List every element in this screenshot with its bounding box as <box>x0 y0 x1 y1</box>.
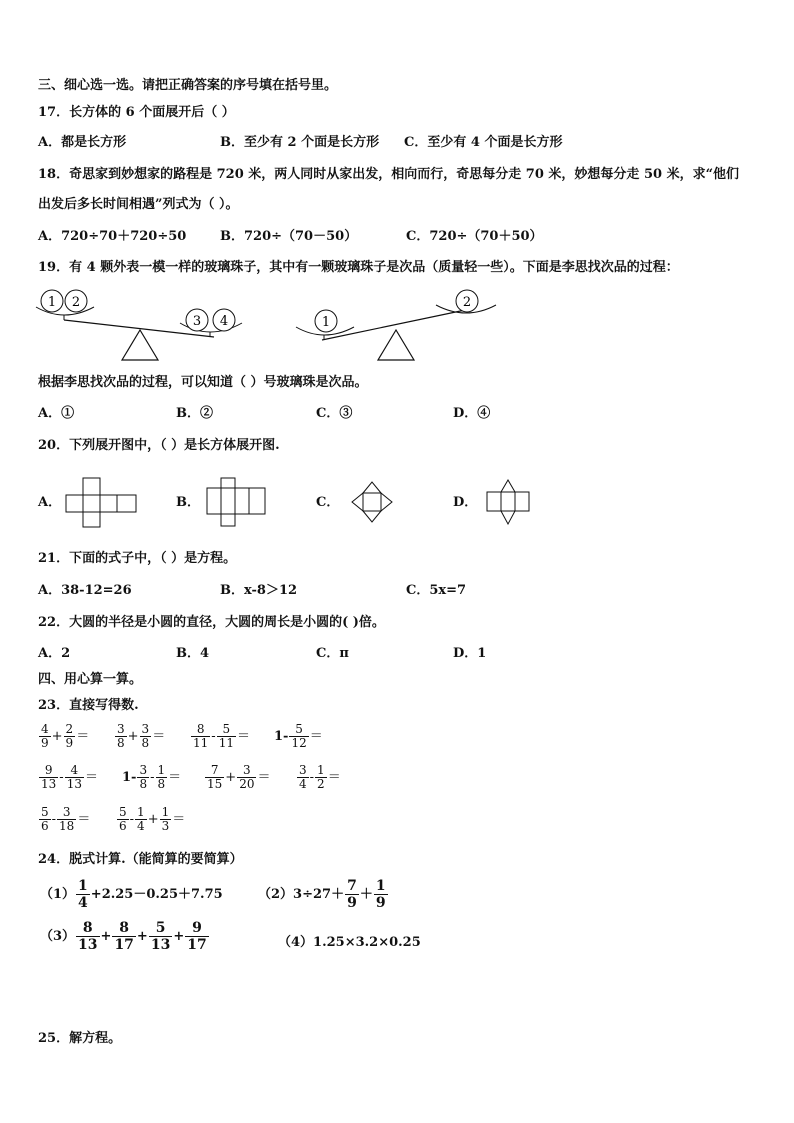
expression-prefix: 3÷27＋ <box>293 887 345 902</box>
operator: + <box>136 929 148 944</box>
operator: - <box>59 770 64 785</box>
section-3-title: 三、细心选一选。请把正确答案的序号填在括号里。 <box>38 78 338 93</box>
question-25-stem: 25．解方程。 <box>38 1031 122 1046</box>
numerator: 3 <box>117 722 125 736</box>
section-4-title: 四、用心算一算。 <box>38 672 143 687</box>
q23-expr-3 <box>190 723 250 750</box>
q24-problem-1 <box>40 878 223 911</box>
denominator: 20 <box>239 777 255 791</box>
q23-expr-7 <box>204 764 270 791</box>
operator: - <box>150 770 155 785</box>
equals: ＝ <box>327 770 341 785</box>
q19-option-d[interactable]: D．④ <box>453 406 491 421</box>
whole-part: 1- <box>122 770 137 785</box>
q23-expr-2 <box>114 723 165 750</box>
whole-part: 1- <box>274 729 289 744</box>
denominator: 9 <box>65 736 74 750</box>
balance-scale-diagram-2 <box>290 285 510 365</box>
operator: + <box>51 729 63 744</box>
denominator: 2 <box>317 777 325 791</box>
net-diagram-d <box>487 478 533 528</box>
q23-expr-5 <box>38 764 98 791</box>
q17-option-c[interactable]: C．至少有 4 个面是长方形 <box>404 135 563 150</box>
net-diagram-a <box>66 478 138 528</box>
q19-option-c[interactable]: C．③ <box>316 406 353 421</box>
q17-option-b[interactable]: B．至少有 2 个面是长方形 <box>220 135 380 150</box>
operator: - <box>211 729 216 744</box>
q22-option-d[interactable]: D．1 <box>453 646 487 661</box>
q22-option-c[interactable]: C．π <box>316 646 349 661</box>
ball-2-label: 2 <box>462 295 472 310</box>
q21-option-c[interactable]: C．5x=7 <box>406 583 467 598</box>
denominator: 9 <box>347 895 357 911</box>
denominator: 9 <box>41 736 49 750</box>
equals: ＝ <box>309 729 323 744</box>
operator: - <box>129 812 135 827</box>
denominator: 17 <box>187 937 207 953</box>
operator: ＋ <box>359 887 373 902</box>
denominator: 6 <box>41 819 49 833</box>
q23-expr-9 <box>38 806 90 833</box>
q22-option-a[interactable]: A．2 <box>38 646 71 661</box>
numerator: 5 <box>149 920 172 937</box>
denominator: 13 <box>150 937 171 953</box>
denominator: 3 <box>161 819 170 833</box>
q19-option-b[interactable]: B．② <box>176 406 213 421</box>
problem-label: （4） <box>278 935 314 950</box>
denominator: 18 <box>59 819 75 833</box>
problem-label: （3） <box>40 929 76 944</box>
denominator: 15 <box>207 777 223 791</box>
equals: ＝ <box>76 729 90 744</box>
denominator: 8 <box>141 736 150 750</box>
denominator: 4 <box>299 777 307 791</box>
equals: ＝ <box>172 812 186 827</box>
question-18-stem-line1: 18．奇思家到妙想家的路程是 720 米，两人同时从家出发，相向而行，奇思每分走 70 米，妙想每分走 50 米，求“他们 <box>38 167 740 182</box>
ball-3-label: 3 <box>192 314 202 329</box>
expression-rest: +2.25－0.25＋7.75 <box>90 887 223 902</box>
denominator: 17 <box>114 937 134 953</box>
operator: + <box>147 812 159 827</box>
denominator: 13 <box>78 937 98 953</box>
q18-option-c[interactable]: C．720÷（70＋50） <box>406 229 543 244</box>
problem-label: （1） <box>40 887 76 902</box>
numerator: 7 <box>205 764 224 778</box>
numerator: 8 <box>76 920 99 937</box>
denominator: 11 <box>193 736 209 750</box>
question-24-stem: 24．脱式计算.（能简算的要简算） <box>38 852 243 867</box>
net-diagram-b <box>207 478 267 528</box>
denominator: 9 <box>375 895 386 911</box>
operator: - <box>309 770 315 785</box>
ball-1-label: 1 <box>47 295 57 310</box>
numerator: 3 <box>299 763 307 777</box>
q21-option-b[interactable]: B．x-8＞12 <box>220 583 298 598</box>
denominator: 12 <box>291 736 307 750</box>
q20-option-d[interactable]: D． <box>453 495 478 510</box>
question-17-stem: 17．长方体的 6 个面展开后（ ） <box>38 105 235 120</box>
q22-option-b[interactable]: B．4 <box>176 646 210 661</box>
question-22-stem: 22．大圆的半径是小圆的直径，大圆的周长是小圆的( )倍。 <box>38 615 385 630</box>
denominator: 11 <box>218 736 234 750</box>
numerator: 8 <box>191 723 210 737</box>
numerator: 5 <box>289 723 308 737</box>
q23-expr-1 <box>38 723 89 750</box>
numerator: 1 <box>137 805 145 819</box>
equals: ＝ <box>77 812 91 827</box>
operator: + <box>100 929 112 944</box>
numerator: 4 <box>65 764 84 778</box>
q18-option-a[interactable]: A．720÷70＋720÷50 <box>38 229 187 244</box>
q23-expr-10 <box>116 806 185 833</box>
q23-expr-6 <box>122 764 181 791</box>
q20-option-b[interactable]: B． <box>176 495 200 510</box>
q20-option-a[interactable]: A． <box>38 495 62 510</box>
numerator: 5 <box>119 805 127 819</box>
equals: ＝ <box>236 729 250 744</box>
operator: - <box>51 812 57 827</box>
net-diagram-c <box>350 480 396 526</box>
equals: ＝ <box>84 770 98 785</box>
ball-2-label: 2 <box>71 295 81 310</box>
denominator: 8 <box>139 777 148 791</box>
q17-option-a[interactable]: A．都是长方形 <box>38 135 127 150</box>
numerator: 4 <box>41 722 49 736</box>
operator: + <box>173 929 185 944</box>
denominator: 6 <box>119 819 127 833</box>
ball-1-label: 1 <box>321 315 331 330</box>
numerator: 2 <box>65 722 74 736</box>
denominator: 8 <box>157 777 166 791</box>
numerator: 9 <box>39 764 58 778</box>
numerator: 3 <box>237 764 256 778</box>
numerator: 1 <box>78 878 88 894</box>
question-21-stem: 21．下面的式子中，（ ）是方程。 <box>38 551 237 566</box>
question-20-stem: 20．下列展开图中，（ ）是长方体展开图. <box>38 438 280 453</box>
numerator: 5 <box>217 723 236 737</box>
q24-problem-2 <box>258 878 389 911</box>
equals: ＝ <box>152 729 166 744</box>
denominator: 4 <box>78 895 88 911</box>
numerator: 3 <box>139 763 148 777</box>
denominator: 4 <box>137 819 145 833</box>
numerator: 1 <box>375 878 386 894</box>
q24-problem-3 <box>40 920 210 953</box>
denominator: 13 <box>41 777 57 791</box>
numerator: 1 <box>157 763 166 777</box>
operator: + <box>225 770 237 785</box>
question-18-stem-line2: 出发后多长时间相遇”列式为（ ）。 <box>38 197 239 212</box>
q23-expr-4 <box>274 723 323 750</box>
question-19-conclusion: 根据李思找次品的过程，可以知道（ ）号玻璃珠是次品。 <box>38 375 368 390</box>
question-23-stem: 23．直接写得数. <box>38 698 139 713</box>
numerator: 1 <box>317 763 325 777</box>
denominator: 8 <box>117 736 125 750</box>
numerator: 3 <box>141 722 150 736</box>
balance-scale-diagram-1 <box>30 285 260 365</box>
numerator: 5 <box>41 805 49 819</box>
q19-option-a[interactable]: A．① <box>38 406 75 421</box>
q23-expr-8 <box>296 764 341 791</box>
equals: ＝ <box>257 770 271 785</box>
equals: ＝ <box>168 770 182 785</box>
question-19-stem: 19．有 4 颗外表一模一样的玻璃珠子，其中有一颗玻璃珠子是次品（质量轻一些）。下面是李思找次品的过程： <box>38 260 679 275</box>
numerator: 9 <box>185 920 208 937</box>
ball-4-label: 4 <box>219 314 229 329</box>
q20-option-c[interactable]: C． <box>316 495 340 510</box>
numerator: 7 <box>347 878 357 894</box>
q21-option-a[interactable]: A．38-12=26 <box>38 583 132 598</box>
numerator: 1 <box>161 805 170 819</box>
q24-problem-4 <box>278 931 421 950</box>
problem-label: （2） <box>258 887 294 902</box>
numerator: 3 <box>57 806 76 820</box>
denominator: 13 <box>66 777 82 791</box>
expression: 1.25×3.2×0.25 <box>313 935 421 950</box>
q18-option-b[interactable]: B．720÷（70－50） <box>220 229 358 244</box>
numerator: 8 <box>112 920 135 937</box>
operator: + <box>127 729 139 744</box>
